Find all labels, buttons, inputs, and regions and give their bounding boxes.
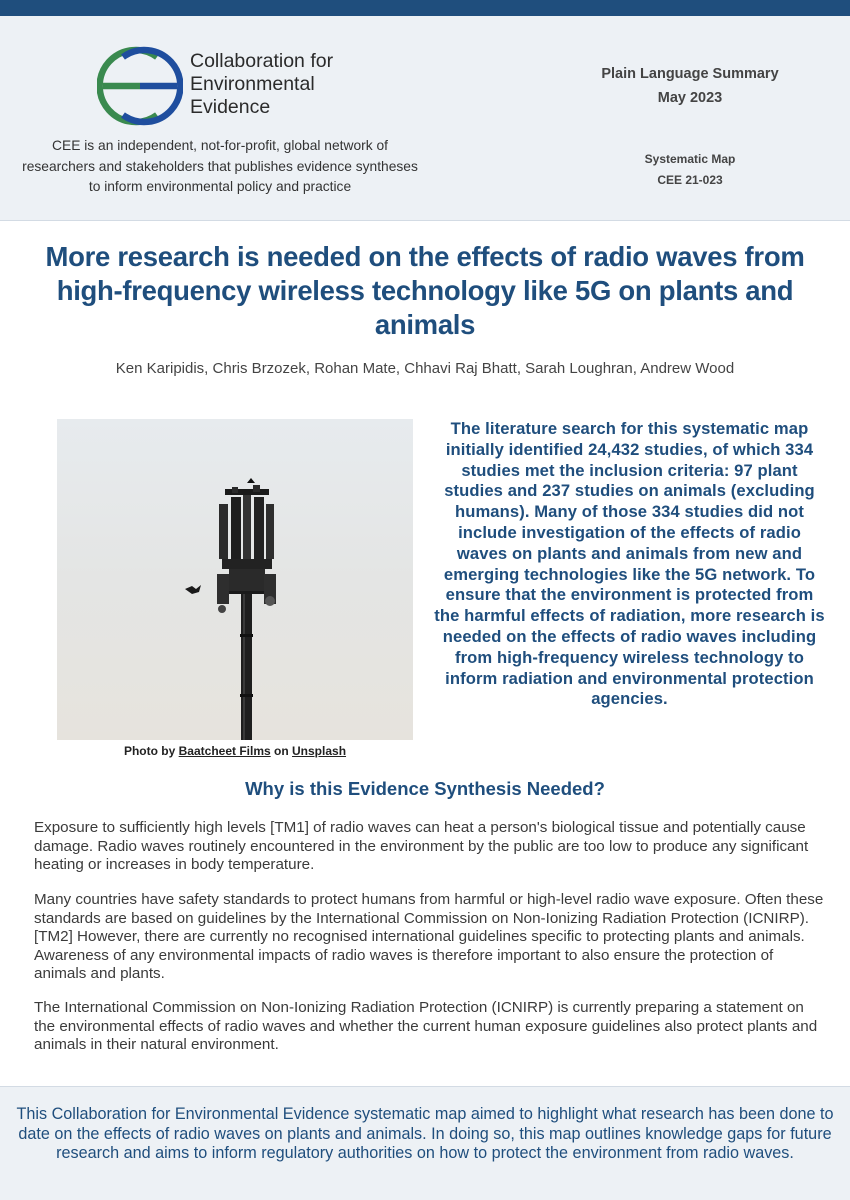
- key-finding: The literature search for this systematic map initially identified 24,432 studies, of which 334 studies met the inclusion criteria: 97 plant studies and 237 studies on animals (excluding humans). Many of those 334 studies did not include investigation of the effects of radio waves on plants and animals from new and emerging technologies like the 5G network. To ensure that the environment is protected from the harmful effects of radiation, more research is needed on the effects of radio waves including from high-frequency wireless technology to inform radiation and environmental protection agencies.: [434, 419, 825, 709]
- summary-info: [560, 62, 820, 110]
- header: [0, 16, 850, 221]
- map-type: Systematic Map: [644, 152, 736, 166]
- photo-caption: [57, 744, 413, 758]
- footer: [0, 1086, 850, 1200]
- cell-tower-photo: [57, 419, 413, 740]
- caption-prefix: Photo by: [123, 744, 179, 758]
- section-title: Why is this Evidence Synthesis Needed?: [245, 778, 605, 799]
- org-description: CEE is an independent, not-for-profit, global network of researchers and stakeholders that publishes evidence syntheses to inform environmental policy and practice: [22, 138, 418, 194]
- body-paragraph: Exposure to sufficiently high levels [TM1] of radio waves can heat a person's biological tissue and potentially cause damage. Radio waves routinely encountered in the environment by the public are too low to produce any significant heating or increases in body temperature.: [34, 819, 809, 873]
- org-name-line: Collaboration for: [190, 50, 334, 72]
- cell-tower-illustration: [57, 419, 413, 740]
- doc-date: May 2023: [657, 90, 723, 106]
- photo-author-link[interactable]: Baatcheet Films: [178, 744, 271, 758]
- org-name-line: Evidence: [190, 96, 271, 118]
- body-paragraph: Many countries have safety standards to protect humans from harmful or high-level radio wave exposure. Often these standards are based on guidelines by the International Commission on Non-Ionizing Radiation Protection (ICNIRP). [TM2] However, there are currently no recognised international guidelines specific to protecting plants and animals. Awareness of any environmental impacts of radio waves is therefore important to also ensure the protection of animals and plants.: [34, 891, 824, 982]
- org-name-line: Environmental: [190, 73, 315, 95]
- cee-logo-icon: [97, 43, 183, 129]
- photo-site-link[interactable]: Unsplash: [292, 744, 347, 758]
- body-paragraph: The International Commission on Non-Ionizing Radiation Protection (ICNIRP) is currently preparing a statement on the environmental effects of radio waves and whether the current human exposure guidelines also protect plants and animals in their natural environment.: [34, 999, 818, 1053]
- caption-mid: on: [270, 744, 293, 758]
- footer-summary: This Collaboration for Environmental Evidence systematic map aimed to highlight what research has been done to date on the effects of radio waves on plants and animals. In doing so, this map outlines knowledge gaps for future research and aims to inform regulatory authorities on how to protect the environment from radio waves.: [16, 1105, 834, 1162]
- top-accent-bar: [0, 0, 850, 16]
- doc-type: Plain Language Summary: [601, 66, 779, 82]
- authors: Ken Karipidis, Chris Brzozek, Rohan Mate, Chhavi Raj Bhatt, Sarah Loughran, Andrew Wood: [115, 360, 735, 377]
- page-title: More research is needed on the effects of radio waves from high-frequency wireless technology like 5G on plants and animals: [45, 241, 805, 340]
- map-id: CEE 21-023: [657, 173, 723, 187]
- org-name: [190, 50, 333, 119]
- map-info: [560, 149, 820, 191]
